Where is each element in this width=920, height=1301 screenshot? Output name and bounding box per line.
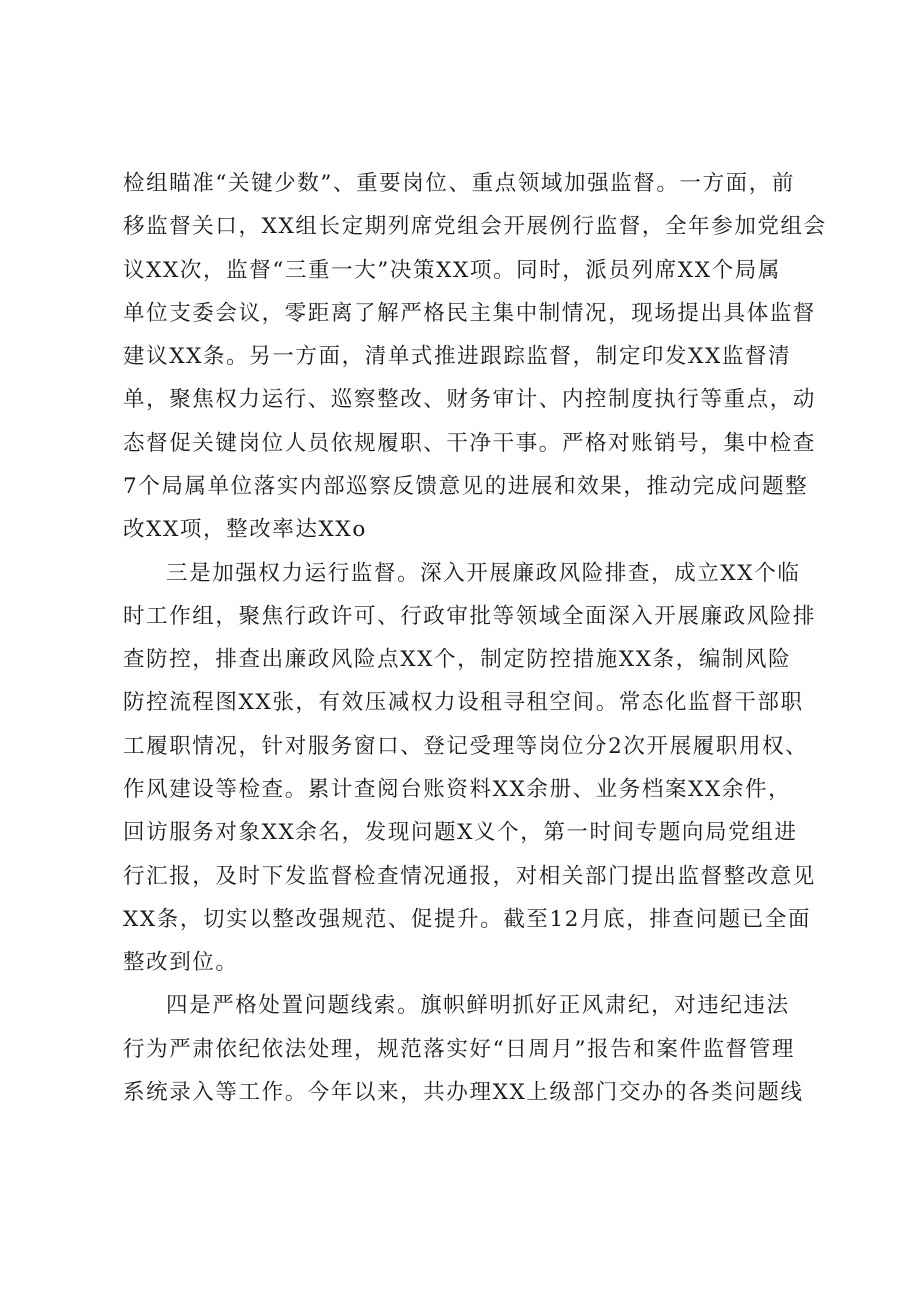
text-line: 作风建设等检查。累计查阅台账资料XX余册、业务档案XX余件，: [123, 777, 792, 802]
text-line: 议XX次，监督“三重一大”决策XX项。同时，派员列席XX个局属: [123, 258, 781, 283]
text-line: 单位支委会议，零距离了解严格民主集中制情况，现场提出具体监督: [123, 301, 817, 326]
text-line: 建议XX条。另一方面，清单式推进跟踪监督，制定印发XX监督清: [123, 344, 792, 369]
text-line: 态督促关键岗位人员依规履职、干净干事。严格对账销号，集中检查: [123, 431, 817, 456]
paragraph-start-line: 四是严格处置问题线索。旗帜鲜明抓好正风肃纪，对违纪违法: [166, 993, 790, 1018]
text-line: 查防控，排查出廉政风险点XX个，制定防控措施XX条，编制风险: [123, 647, 792, 672]
text-line: 防控流程图XX张，有效压减权力设租寻租空间。常态化监督干部职: [123, 690, 804, 715]
text-line: 改XX项，整改率达XXo: [123, 517, 367, 542]
text-line: 7个局属单位落实内部巡察反馈意见的进展和效果，推动完成问题整: [123, 474, 809, 499]
text-line: 单，聚焦权力运行、巡察整改、财务审计、内控制度执行等重点，动: [123, 387, 817, 412]
text-line: 工履职情况，针对服务窗口、登记受理等岗位分2次开展履职用权、: [123, 734, 809, 759]
text-line: 回访服务对象XX余名，发现问题X义个，第一时间专题向局党组进: [123, 820, 798, 845]
text-line: 检组瞄准“关键少数”、重要岗位、重点领域加强监督。一方面，前: [123, 171, 795, 196]
text-line: 系统录入等工作。今年以来，共办理XX上级部门交办的各类问题线: [123, 1080, 804, 1105]
text-line: 时工作组，聚焦行政许可、行政审批等领域全面深入开展廉政风险排: [123, 604, 817, 629]
paragraph-start-line: 三是加强权力运行监督。深入开展廉政风险排查，成立XX个临: [166, 561, 801, 586]
text-line: 行汇报，及时下发监督检查情况通报，对相关部门提出监督整改意见: [123, 864, 817, 889]
text-line: XX条，切实以整改强规范、促提升。截至12月底，排查问题已全面: [123, 907, 812, 932]
text-line: 行为严肃依纪依法处理，规范落实好“日周月”报告和案件监督管理: [123, 1037, 795, 1062]
text-line: 移监督关口，XX组长定期列席党组会开展例行监督，全年参加党组会: [123, 214, 827, 239]
text-line: 整改到位。: [123, 950, 239, 975]
